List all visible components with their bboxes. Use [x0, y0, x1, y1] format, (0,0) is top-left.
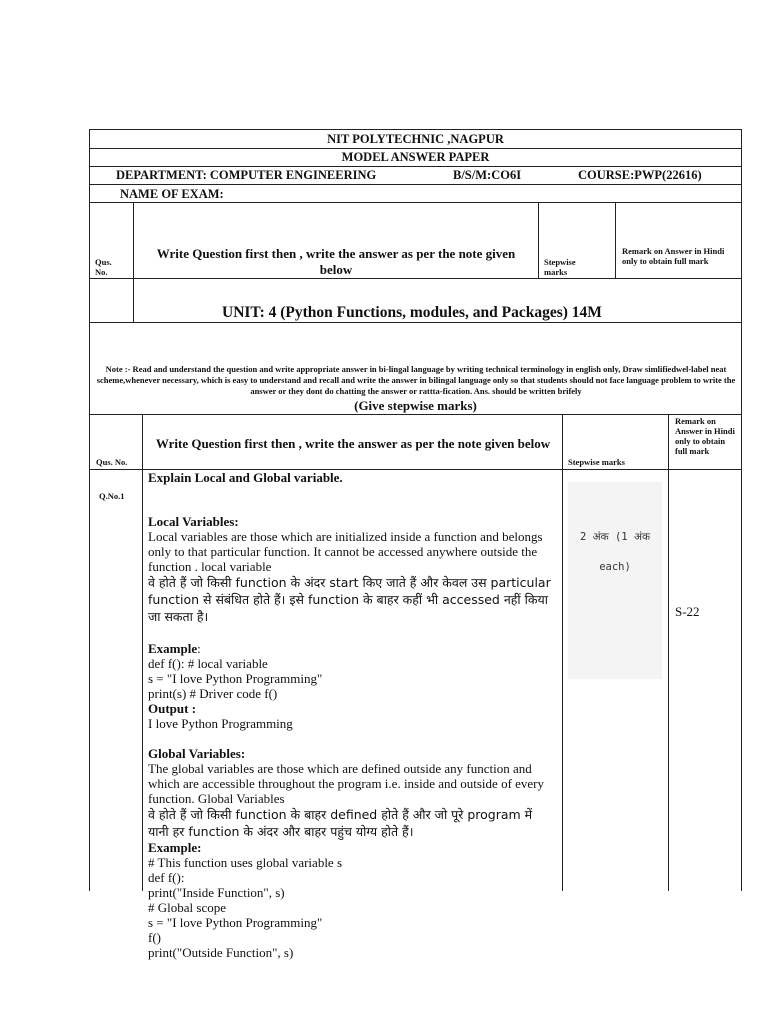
table-column-divider: [562, 414, 563, 891]
institute-name: NIT POLYTECHNIC ,NAGPUR: [327, 132, 504, 146]
department-label: DEPARTMENT: COMPUTER ENGINEERING: [116, 168, 377, 182]
instruction-header: Write Question first then , write the answer as per the note given below: [156, 246, 516, 277]
stepwise-marks-value: 2 अंक (1 अंक each): [579, 531, 651, 573]
bsm-label: B/S/M:CO6I: [453, 168, 522, 182]
table-column-divider: [668, 414, 669, 891]
table-column-divider: [615, 202, 616, 278]
paper-type: MODEL ANSWER PAPER: [341, 150, 490, 164]
course-label: COURSE:PWP(22616): [578, 168, 702, 182]
global-variables-text: The global variables are those which are defined outside any function and which are accessible throughout the program i.e. inside and outside of every function. Global Variables: [148, 761, 545, 806]
remark-value: S-22: [675, 604, 700, 619]
output-value: I love Python Programming: [148, 716, 293, 731]
unit-title: UNIT: 4 (Python Functions, modules, and Packages) 14M: [222, 304, 602, 321]
note-text: Note :- Read and understand the question and write appropriate answer in bi-lingal language by writing technical terminology in english only, Draw simlifiedwel-label neat scheme,whenever necessary, which is easy to understand and recall and write the answer in bilingal language only so that students should not face language problem to write the answer or they dont do chatting the answer or rattta-fication. Ans. should be written brifely: [96, 364, 736, 396]
exam-name-label: NAME OF EXAM:: [120, 187, 224, 201]
global-variables-hindi: वे होते हैं जो किसी function के बाहर defined होते हैं और जो पूरे program में यानी हर function के अंदर और बाहर पहुंच योग्य होते हैं।: [148, 807, 533, 839]
local-variables-paragraph: [148, 499, 556, 625]
table-border-top: [89, 129, 742, 130]
table-rule: [89, 414, 742, 415]
note-stepwise: (Give stepwise marks): [354, 398, 477, 413]
table-border-right: [741, 129, 742, 891]
global-variables-paragraph: [148, 731, 556, 840]
code-block-1: def f(): # local variable s = "I love Python Programming" print(s) # Driver code f(): [148, 656, 323, 701]
remark-header: Remark on Answer in Hindi only to obtain full mark: [622, 246, 725, 266]
table-border-left: [89, 129, 90, 891]
table-rule: [89, 166, 742, 167]
table-column-divider: [133, 202, 134, 322]
question-number: Q.No.1: [99, 491, 125, 501]
local-variables-text: Local variables are those which are initialized inside a function and belongs only to that particular function. It cannot be accessed anywhere outside the function . local variable: [148, 529, 543, 574]
example-2-label: Example:: [148, 840, 202, 855]
local-variables-heading: Local Variables:: [148, 514, 239, 529]
local-variables-hindi: वे होते हैं जो किसी function के अंदर start किए जाते हैं और केवल उस particular function से संबंधित होते हैं। इसे function के बाहर कहीं भी accessed नहीं किया जा सकता है।: [148, 575, 551, 624]
table-rule: [89, 202, 742, 203]
stepwise-header-2: Stepwise marks: [568, 457, 625, 467]
qus-no-header: Qus. No.: [95, 257, 112, 277]
remark-header-2: Remark on Answer in Hindi only to obtain full mark: [675, 416, 735, 456]
stepwise-header: Stepwise marks: [544, 257, 576, 277]
output-label: Output :: [148, 701, 197, 716]
table-rule: [89, 148, 742, 149]
table-rule: [89, 184, 742, 185]
table-column-divider: [538, 202, 539, 278]
table-column-divider: [142, 414, 143, 891]
global-variables-heading: Global Variables:: [148, 746, 246, 761]
example-1-label: Example: [148, 641, 198, 656]
example-1-colon: :: [197, 641, 201, 656]
instruction-header-2: Write Question first then , write the answer as per the note given below: [155, 436, 551, 451]
question-title: Explain Local and Global variable.: [148, 470, 343, 485]
qus-no-header-2: Qus. No.: [96, 457, 128, 467]
table-rule: [89, 322, 742, 323]
example-1-row: [148, 626, 556, 656]
code-block-2: # This function uses global variable s def f(): print("Inside Function", s) # Global scope s = "I love Python Programming" f() print("Outside Function", s): [148, 855, 343, 960]
table-rule: [89, 278, 742, 279]
answer-content: [148, 470, 556, 960]
